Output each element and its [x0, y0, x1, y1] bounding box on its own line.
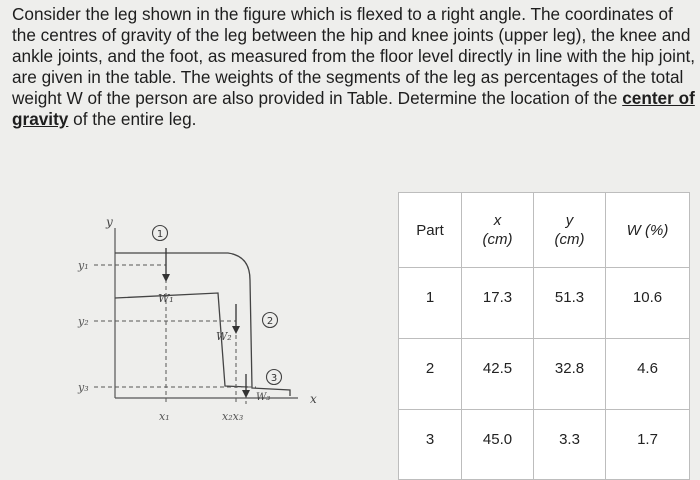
header-x-unit: (cm): [482, 231, 513, 248]
x1-label: x₁: [159, 410, 170, 423]
y2-label: y₂: [78, 315, 89, 328]
cell-weight: 1.7: [606, 410, 690, 480]
cell-x: 45.0: [462, 410, 534, 480]
cell-weight: 10.6: [606, 268, 690, 339]
y-axis-label: y: [106, 215, 113, 229]
x2x3-label: x₂x₃: [222, 410, 244, 423]
cell-weight: 4.6: [606, 339, 690, 410]
w3-arrowhead: [242, 390, 250, 398]
cell-y: 32.8: [534, 339, 606, 410]
segment-3-number: 3: [270, 373, 278, 384]
table-row: [399, 410, 690, 480]
header-y: [534, 193, 606, 268]
w2-arrowhead: [232, 326, 240, 334]
header-weight: W (%): [606, 193, 690, 268]
cell-part: 2: [399, 339, 462, 410]
cell-part: 1: [399, 268, 462, 339]
cell-x: 42.5: [462, 339, 534, 410]
problem-statement: [12, 4, 696, 130]
cell-y: 51.3: [534, 268, 606, 339]
segment-2-number: 2: [266, 316, 274, 327]
table-row: [399, 268, 690, 339]
w1-arrowhead: [162, 274, 170, 282]
table-row: [399, 339, 690, 410]
cell-y: 3.3: [534, 410, 606, 480]
header-y-unit: (cm): [554, 231, 585, 248]
leg-diagram: [18, 208, 338, 433]
problem-text-end: of the entire leg.: [68, 109, 197, 129]
y1-label: y₁: [78, 259, 89, 272]
header-y-symbol: y: [565, 212, 574, 229]
y3-label: y₃: [78, 381, 89, 394]
w2-label: W₂: [216, 330, 232, 343]
header-x: [462, 193, 534, 268]
header-part: Part: [399, 193, 462, 268]
leg-figure: [18, 208, 338, 433]
cell-x: 17.3: [462, 268, 534, 339]
segment-data-table: [398, 192, 690, 480]
w3-label: W₃: [256, 392, 271, 403]
problem-text-start: Consider the leg shown in the figure which is flexed to a right angle. The coordinates of the centres of gravity of the leg between the hip and knee joints (upper leg), the knee and ankle joints, and the foot, as measured from the floor level directly in line with the hip joint, are given in the table. The weights of the segments of the leg as percentages of the total weight W of the person are also provided in Table. Determine the location of the: [12, 4, 696, 108]
cell-part: 3: [399, 410, 462, 480]
header-x-symbol: x: [493, 212, 502, 229]
table-header-row: [399, 193, 690, 268]
w1-label: W₁: [158, 292, 174, 305]
x-axis-label: x: [310, 392, 317, 406]
center-of-gravity-emphasis: center of gravity: [12, 88, 695, 129]
segment-1-number: 1: [156, 229, 164, 240]
